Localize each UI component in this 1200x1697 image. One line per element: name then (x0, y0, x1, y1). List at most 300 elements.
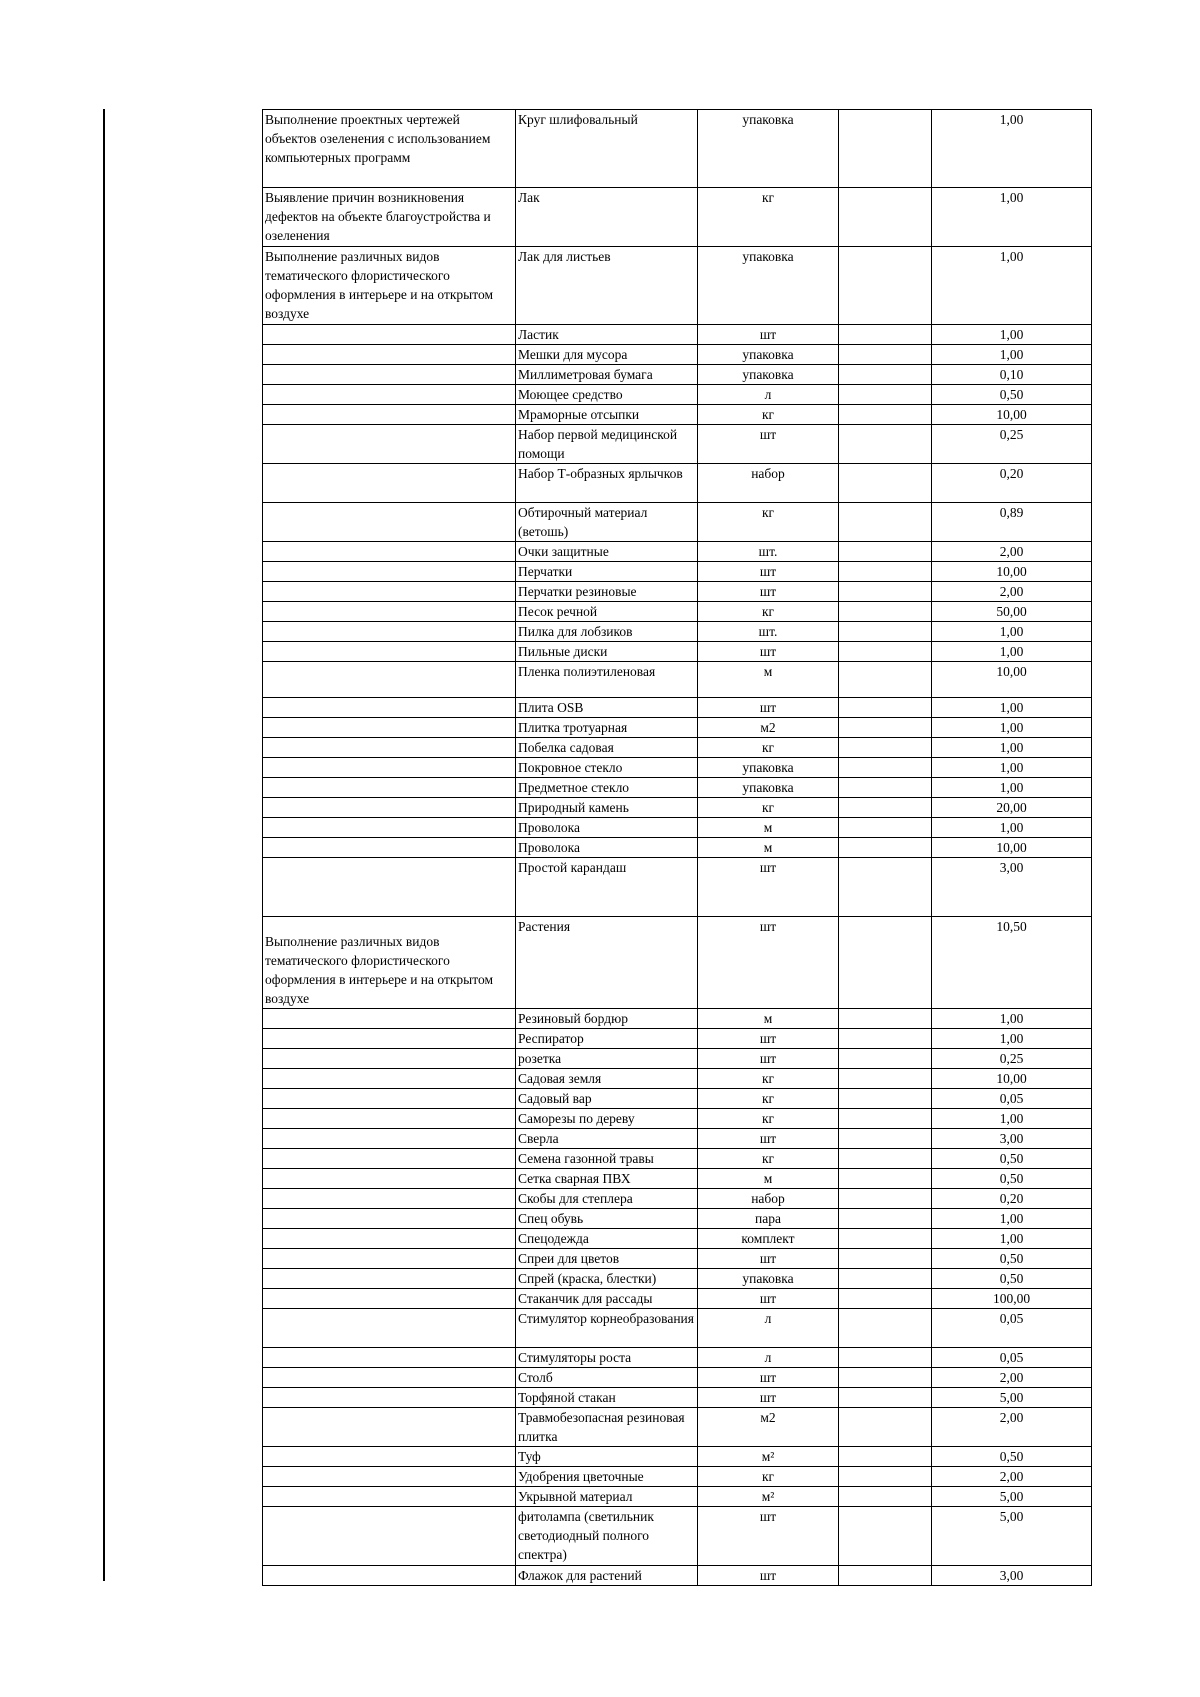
row-blank-cell (839, 622, 932, 642)
table-row (263, 1129, 1092, 1149)
row-blank-cell (839, 464, 932, 503)
row-blank-cell (839, 1069, 932, 1089)
row-description (263, 1408, 516, 1447)
row-unit: кг (698, 1109, 839, 1129)
row-unit: упаковка (698, 1269, 839, 1289)
row-description (263, 1149, 516, 1169)
table-row (263, 642, 1092, 662)
table-row (263, 1289, 1092, 1309)
row-quantity: 10,00 (932, 1069, 1092, 1089)
row-description: Выполнение различных видов тематического флористического оформления в интерьере и на открытом воздухе (263, 917, 516, 1009)
table-row (263, 562, 1092, 582)
row-blank-cell (839, 1388, 932, 1408)
row-blank-cell (839, 1109, 932, 1129)
row-quantity: 0,25 (932, 425, 1092, 464)
row-description (263, 1289, 516, 1309)
row-blank-cell (839, 917, 932, 1009)
row-description (263, 562, 516, 582)
row-blank-cell (839, 1467, 932, 1487)
row-description (263, 818, 516, 838)
row-unit: кг (698, 798, 839, 818)
row-description (263, 1089, 516, 1109)
row-material-name: Проволока (516, 838, 698, 858)
table-row (263, 188, 1092, 247)
row-blank-cell (839, 503, 932, 542)
row-description (263, 1009, 516, 1029)
row-unit: кг (698, 1069, 839, 1089)
table-row (263, 1089, 1092, 1109)
row-quantity: 2,00 (932, 1467, 1092, 1487)
row-description (263, 838, 516, 858)
row-description (263, 345, 516, 365)
row-material-name: Пилка для лобзиков (516, 622, 698, 642)
table-row (263, 758, 1092, 778)
row-material-name: Моющее средство (516, 385, 698, 405)
row-unit: набор (698, 1189, 839, 1209)
row-material-name: Очки защитные (516, 542, 698, 562)
row-material-name: Мраморные отсыпки (516, 405, 698, 425)
row-material-name: Саморезы по дереву (516, 1109, 698, 1129)
row-material-name: Туф (516, 1447, 698, 1467)
table-row (263, 738, 1092, 758)
row-quantity: 1,00 (932, 642, 1092, 662)
row-description (263, 325, 516, 345)
row-quantity: 0,05 (932, 1348, 1092, 1368)
row-material-name: Миллиметровая бумага (516, 365, 698, 385)
row-unit: шт. (698, 622, 839, 642)
row-quantity: 5,00 (932, 1388, 1092, 1408)
table-row (263, 385, 1092, 405)
row-blank-cell (839, 562, 932, 582)
row-blank-cell (839, 1029, 932, 1049)
row-blank-cell (839, 858, 932, 917)
table-row (263, 1348, 1092, 1368)
row-material-name: Набор первой медицинской помощи (516, 425, 698, 464)
row-blank-cell (839, 602, 932, 622)
table-row (263, 365, 1092, 385)
row-quantity: 3,00 (932, 1129, 1092, 1149)
row-description (263, 738, 516, 758)
row-blank-cell (839, 1249, 932, 1269)
row-unit: упаковка (698, 110, 839, 188)
row-quantity: 0,10 (932, 365, 1092, 385)
row-blank-cell (839, 1309, 932, 1348)
row-quantity: 0,50 (932, 1149, 1092, 1169)
row-blank-cell (839, 1229, 932, 1249)
row-description (263, 1269, 516, 1289)
row-unit: кг (698, 1149, 839, 1169)
row-quantity: 0,20 (932, 1189, 1092, 1209)
table-row (263, 1507, 1092, 1566)
row-description (263, 718, 516, 738)
row-material-name: Проволока (516, 818, 698, 838)
row-material-name: фитолампа (светильник светодиодный полного спектра) (516, 1507, 698, 1566)
row-description (263, 425, 516, 464)
row-description: Выполнение проектных чертежей объектов озеленения с использованием компьютерных программ (263, 110, 516, 188)
row-blank-cell (839, 1408, 932, 1447)
row-blank-cell (839, 798, 932, 818)
row-quantity: 0,50 (932, 1269, 1092, 1289)
row-material-name: Резиновый бордюр (516, 1009, 698, 1029)
row-description (263, 1069, 516, 1089)
table-row (263, 1169, 1092, 1189)
row-description (263, 1049, 516, 1069)
row-quantity: 1,00 (932, 778, 1092, 798)
row-unit: кг (698, 1089, 839, 1109)
row-description (263, 622, 516, 642)
materials-table (262, 109, 1092, 1586)
row-blank-cell (839, 1049, 932, 1069)
row-quantity: 1,00 (932, 247, 1092, 325)
row-quantity: 1,00 (932, 1109, 1092, 1129)
row-quantity: 1,00 (932, 345, 1092, 365)
row-quantity: 10,00 (932, 662, 1092, 698)
row-material-name: Перчатки (516, 562, 698, 582)
table-row (263, 464, 1092, 503)
row-description (263, 662, 516, 698)
page-margin-line (103, 109, 105, 1581)
row-quantity: 0,50 (932, 1169, 1092, 1189)
row-description (263, 503, 516, 542)
row-description (263, 464, 516, 503)
row-blank-cell (839, 247, 932, 325)
table-row (263, 1309, 1092, 1348)
table-row (263, 425, 1092, 464)
row-blank-cell (839, 542, 932, 562)
row-description (263, 365, 516, 385)
table-row (263, 622, 1092, 642)
row-blank-cell (839, 1566, 932, 1586)
row-description: Выявление причин возникновения дефектов на объекте благоустройства и озеленения (263, 188, 516, 247)
row-material-name: Предметное стекло (516, 778, 698, 798)
table-row (263, 582, 1092, 602)
row-unit: м (698, 838, 839, 858)
row-description (263, 1169, 516, 1189)
table-row (263, 1009, 1092, 1029)
table-row (263, 778, 1092, 798)
row-blank-cell (839, 662, 932, 698)
row-blank-cell (839, 718, 932, 738)
row-quantity: 1,00 (932, 622, 1092, 642)
row-description (263, 1029, 516, 1049)
row-material-name: Столб (516, 1368, 698, 1388)
table-row (263, 325, 1092, 345)
row-quantity: 100,00 (932, 1289, 1092, 1309)
row-unit: упаковка (698, 758, 839, 778)
row-unit: упаковка (698, 365, 839, 385)
row-quantity: 10,00 (932, 405, 1092, 425)
row-description (263, 1467, 516, 1487)
row-blank-cell (839, 365, 932, 385)
row-blank-cell (839, 582, 932, 602)
row-quantity: 10,00 (932, 562, 1092, 582)
table-row (263, 503, 1092, 542)
row-unit: шт (698, 1029, 839, 1049)
table-row (263, 1209, 1092, 1229)
row-blank-cell (839, 1129, 932, 1149)
table-row (263, 818, 1092, 838)
row-material-name: Спецодежда (516, 1229, 698, 1249)
row-blank-cell (839, 1487, 932, 1507)
row-description (263, 642, 516, 662)
row-material-name: Плита OSB (516, 698, 698, 718)
row-blank-cell (839, 325, 932, 345)
row-material-name: Спрей (краска, блестки) (516, 1269, 698, 1289)
row-material-name: Травмобезопасная резиновая плитка (516, 1408, 698, 1447)
row-quantity: 0,25 (932, 1049, 1092, 1069)
row-quantity: 1,00 (932, 738, 1092, 758)
table-row (263, 858, 1092, 917)
table-row (263, 542, 1092, 562)
row-material-name: Стимулятор корнеобразования (516, 1309, 698, 1348)
materials-table-body (263, 110, 1092, 1586)
row-quantity: 50,00 (932, 602, 1092, 622)
row-material-name: Респиратор (516, 1029, 698, 1049)
row-blank-cell (839, 1149, 932, 1169)
table-row (263, 1249, 1092, 1269)
table-row (263, 1189, 1092, 1209)
table-row (263, 662, 1092, 698)
row-quantity: 1,00 (932, 718, 1092, 738)
row-unit: л (698, 1348, 839, 1368)
row-unit: л (698, 1309, 839, 1348)
row-unit: шт (698, 858, 839, 917)
row-quantity: 1,00 (932, 1209, 1092, 1229)
row-quantity: 1,00 (932, 1029, 1092, 1049)
row-description (263, 1447, 516, 1467)
row-material-name: Сетка сварная ПВХ (516, 1169, 698, 1189)
row-description (263, 1129, 516, 1149)
row-material-name: Растения (516, 917, 698, 1009)
table-row (263, 917, 1092, 1009)
row-unit: м (698, 662, 839, 698)
table-row (263, 1229, 1092, 1249)
row-description (263, 385, 516, 405)
row-unit: шт (698, 1049, 839, 1069)
row-unit: шт (698, 1507, 839, 1566)
row-quantity: 0,50 (932, 385, 1092, 405)
table-row (263, 1566, 1092, 1586)
row-description (263, 1309, 516, 1348)
row-material-name: розетка (516, 1049, 698, 1069)
row-blank-cell (839, 738, 932, 758)
table-row (263, 110, 1092, 188)
row-unit: кг (698, 1467, 839, 1487)
row-material-name: Природный камень (516, 798, 698, 818)
row-blank-cell (839, 1009, 932, 1029)
table-row (263, 1447, 1092, 1467)
row-quantity: 1,00 (932, 325, 1092, 345)
row-blank-cell (839, 1507, 932, 1566)
row-quantity: 2,00 (932, 542, 1092, 562)
row-blank-cell (839, 758, 932, 778)
row-blank-cell (839, 1269, 932, 1289)
row-description (263, 1507, 516, 1566)
row-blank-cell (839, 838, 932, 858)
row-unit: набор (698, 464, 839, 503)
row-quantity: 1,00 (932, 188, 1092, 247)
row-quantity: 2,00 (932, 1368, 1092, 1388)
row-material-name: Садовый вар (516, 1089, 698, 1109)
row-unit: м2 (698, 718, 839, 738)
row-unit: шт (698, 1289, 839, 1309)
table-row (263, 798, 1092, 818)
row-quantity: 1,00 (932, 110, 1092, 188)
row-blank-cell (839, 1089, 932, 1109)
row-unit: м (698, 818, 839, 838)
row-blank-cell (839, 778, 932, 798)
row-unit: упаковка (698, 345, 839, 365)
row-material-name: Укрывной материал (516, 1487, 698, 1507)
row-material-name: Лак (516, 188, 698, 247)
row-blank-cell (839, 698, 932, 718)
row-unit: пара (698, 1209, 839, 1229)
row-quantity: 1,00 (932, 818, 1092, 838)
row-unit: м2 (698, 1408, 839, 1447)
row-unit: упаковка (698, 778, 839, 798)
row-material-name: Пильные диски (516, 642, 698, 662)
row-material-name: Лак для листьев (516, 247, 698, 325)
row-unit: шт (698, 1368, 839, 1388)
row-unit: шт (698, 642, 839, 662)
row-unit: шт. (698, 542, 839, 562)
row-description (263, 1249, 516, 1269)
row-quantity: 1,00 (932, 1009, 1092, 1029)
table-row (263, 1269, 1092, 1289)
row-unit: шт (698, 698, 839, 718)
row-material-name: Круг шлифовальный (516, 110, 698, 188)
row-description (263, 1348, 516, 1368)
table-row (263, 602, 1092, 622)
row-description (263, 758, 516, 778)
row-description (263, 542, 516, 562)
row-unit: кг (698, 188, 839, 247)
table-row (263, 718, 1092, 738)
row-description (263, 1487, 516, 1507)
row-blank-cell (839, 1348, 932, 1368)
row-material-name: Садовая земля (516, 1069, 698, 1089)
row-unit: л (698, 385, 839, 405)
table-row (263, 345, 1092, 365)
row-quantity: 5,00 (932, 1487, 1092, 1507)
row-blank-cell (839, 1169, 932, 1189)
row-unit: шт (698, 1129, 839, 1149)
row-unit: шт (698, 325, 839, 345)
row-unit: шт (698, 1566, 839, 1586)
row-material-name: Сверла (516, 1129, 698, 1149)
row-unit: шт (698, 1249, 839, 1269)
row-description (263, 798, 516, 818)
row-blank-cell (839, 425, 932, 464)
table-row (263, 1408, 1092, 1447)
row-material-name: Песок речной (516, 602, 698, 622)
row-blank-cell (839, 345, 932, 365)
row-blank-cell (839, 1368, 932, 1388)
row-material-name: Ластик (516, 325, 698, 345)
row-material-name: Стимуляторы роста (516, 1348, 698, 1368)
row-blank-cell (839, 642, 932, 662)
row-blank-cell (839, 1447, 932, 1467)
row-description (263, 582, 516, 602)
row-unit: комплект (698, 1229, 839, 1249)
table-row (263, 1388, 1092, 1408)
row-quantity: 10,50 (932, 917, 1092, 1009)
row-description (263, 858, 516, 917)
row-quantity: 1,00 (932, 1229, 1092, 1249)
row-unit: шт (698, 582, 839, 602)
row-material-name: Перчатки резиновые (516, 582, 698, 602)
row-unit: кг (698, 738, 839, 758)
row-quantity: 1,00 (932, 758, 1092, 778)
row-blank-cell (839, 385, 932, 405)
row-material-name: Торфяной стакан (516, 1388, 698, 1408)
row-unit: упаковка (698, 247, 839, 325)
row-description (263, 1229, 516, 1249)
table-row (263, 838, 1092, 858)
row-unit: кг (698, 602, 839, 622)
row-material-name: Обтирочный материал (ветошь) (516, 503, 698, 542)
table-row (263, 1149, 1092, 1169)
table-row (263, 1049, 1092, 1069)
row-description (263, 1388, 516, 1408)
row-quantity: 10,00 (932, 838, 1092, 858)
row-unit: м (698, 1009, 839, 1029)
row-blank-cell (839, 188, 932, 247)
table-row (263, 1487, 1092, 1507)
row-description (263, 1566, 516, 1586)
row-quantity: 20,00 (932, 798, 1092, 818)
row-material-name: Семена газонной травы (516, 1149, 698, 1169)
row-blank-cell (839, 1289, 932, 1309)
row-material-name: Плитка тротуарная (516, 718, 698, 738)
row-quantity: 2,00 (932, 582, 1092, 602)
row-material-name: Простой карандаш (516, 858, 698, 917)
row-unit: кг (698, 503, 839, 542)
row-description (263, 1209, 516, 1229)
table-row (263, 1109, 1092, 1129)
row-quantity: 0,50 (932, 1249, 1092, 1269)
row-unit: м (698, 1169, 839, 1189)
row-material-name: Мешки для мусора (516, 345, 698, 365)
row-quantity: 5,00 (932, 1507, 1092, 1566)
row-material-name: Стаканчик для рассады (516, 1289, 698, 1309)
table-row (263, 247, 1092, 325)
row-unit: м² (698, 1447, 839, 1467)
row-quantity: 2,00 (932, 1408, 1092, 1447)
row-quantity: 1,00 (932, 698, 1092, 718)
table-row (263, 1069, 1092, 1089)
row-blank-cell (839, 1189, 932, 1209)
row-material-name: Покровное стекло (516, 758, 698, 778)
row-quantity: 0,89 (932, 503, 1092, 542)
row-description (263, 1109, 516, 1129)
row-material-name: Набор Т-образных ярлычков (516, 464, 698, 503)
row-unit: шт (698, 562, 839, 582)
row-unit: шт (698, 1388, 839, 1408)
row-material-name: Побелка садовая (516, 738, 698, 758)
row-description (263, 698, 516, 718)
row-unit: шт (698, 425, 839, 464)
row-quantity: 3,00 (932, 1566, 1092, 1586)
table-row (263, 1368, 1092, 1388)
row-material-name: Скобы для степлера (516, 1189, 698, 1209)
row-description (263, 1189, 516, 1209)
row-blank-cell (839, 405, 932, 425)
row-blank-cell (839, 818, 932, 838)
table-row (263, 698, 1092, 718)
row-description (263, 405, 516, 425)
row-description: Выполнение различных видов тематического флористического оформления в интерьере и на открытом воздухе (263, 247, 516, 325)
